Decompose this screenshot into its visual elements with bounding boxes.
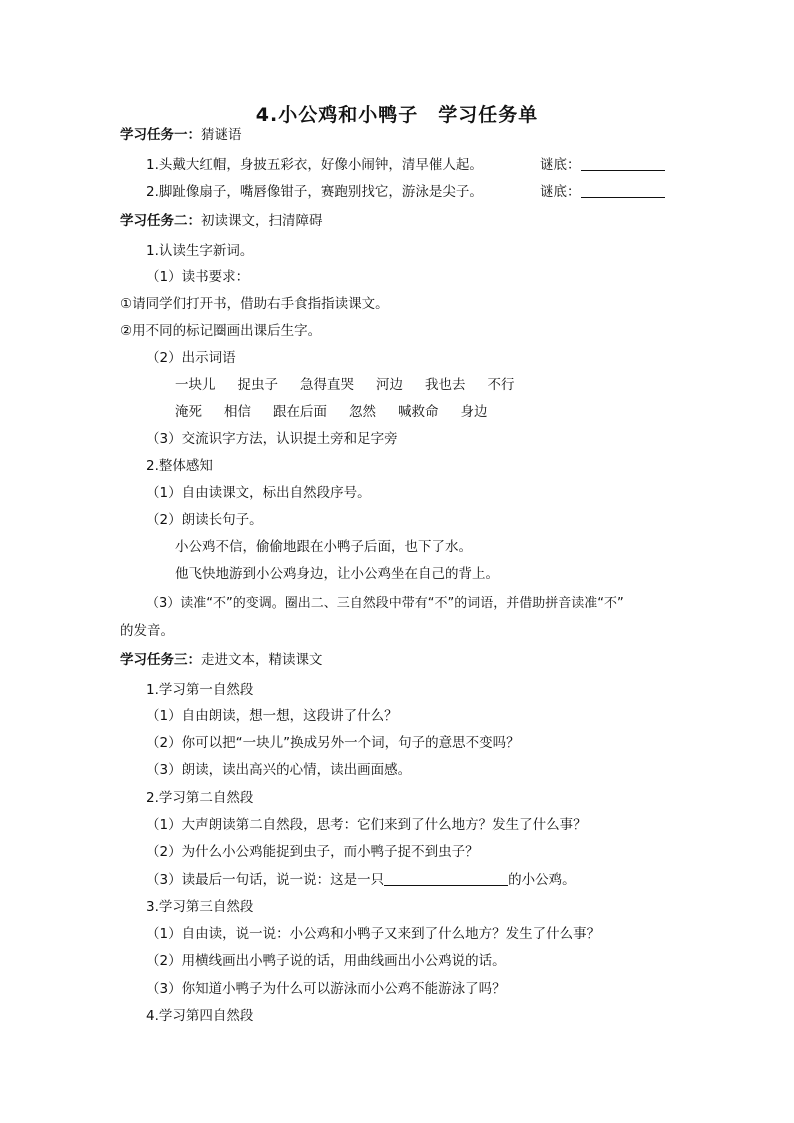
long-sentence: 小公鸡不信，偷偷地跟在小鸭子后面，也下了水。 bbox=[175, 539, 472, 555]
step-text: 的发音。 bbox=[120, 623, 174, 639]
word-list-row-1 bbox=[175, 376, 537, 394]
step-text: （1）自由朗读，想一想，这段讲了什么？ bbox=[146, 708, 398, 724]
word-item: 我也去 bbox=[425, 377, 466, 393]
task3-heading-label: 学习任务三： bbox=[120, 652, 201, 668]
word-item: 身边 bbox=[460, 404, 488, 420]
word-item: 忽然 bbox=[349, 404, 376, 420]
riddle-2-answer bbox=[540, 183, 665, 201]
step-text: （2）用横线画出小鸭子说的话，用曲线画出小公鸡说的话。 bbox=[146, 953, 506, 969]
step-text: （2）朗读长句子。 bbox=[146, 512, 263, 528]
word-item: 急得直哭 bbox=[300, 377, 354, 393]
riddle-2: 2.脚趾像扇子，嘴唇像钳子，赛跑别找它，游泳是尖子。 bbox=[146, 184, 483, 200]
long-sentence: 他飞快地游到小公鸡身边，让小公鸡坐在自己的背上。 bbox=[175, 566, 499, 582]
step-text: （1）读书要求： bbox=[146, 269, 250, 285]
task1-heading bbox=[120, 126, 242, 144]
answer-blank[interactable] bbox=[581, 156, 665, 171]
riddle-1-answer bbox=[540, 156, 665, 174]
answer-label: 谜底： bbox=[540, 184, 581, 200]
step-text: （3）你知道小鸭子为什么可以游泳而小公鸡不能游泳了吗？ bbox=[146, 981, 506, 997]
step-text: （2）出示词语 bbox=[146, 350, 236, 366]
step-text: （2）你可以把“一块儿”换成另外一个词，句子的意思不变吗？ bbox=[146, 735, 520, 751]
task2-heading-sub: 初读课文，扫清障碍 bbox=[201, 213, 323, 229]
step-text: ②用不同的标记圈画出课后生字。 bbox=[120, 323, 322, 339]
answer-blank[interactable] bbox=[581, 183, 665, 198]
step-text: 3.学习第三自然段 bbox=[146, 899, 254, 915]
word-item: 淹死 bbox=[175, 404, 202, 420]
task1-heading-label: 学习任务一： bbox=[120, 127, 201, 143]
word-item: 相信 bbox=[224, 404, 251, 420]
fill-in-before: （3）读最后一句话，说一说：这是一只 bbox=[146, 872, 385, 888]
step-text: 2.学习第二自然段 bbox=[146, 790, 254, 806]
fill-in-after: 的小公鸡。 bbox=[508, 872, 576, 888]
step-text: （2）为什么小公鸡能捉到虫子，而小鸭子捉不到虫子？ bbox=[146, 844, 479, 860]
step-text: 1.认读生字新词。 bbox=[146, 243, 254, 259]
word-item: 跟在后面 bbox=[273, 404, 327, 420]
word-list-row-2 bbox=[175, 403, 510, 421]
step-text: 2.整体感知 bbox=[146, 458, 213, 474]
task1-heading-sub: 猜谜语 bbox=[201, 127, 242, 143]
step-text: （1）自由读课文，标出自然段序号。 bbox=[146, 485, 371, 501]
word-item: 一块儿 bbox=[175, 377, 216, 393]
task2-heading-label: 学习任务二： bbox=[120, 213, 201, 229]
fill-in-sentence bbox=[146, 871, 576, 889]
step-text: 1.学习第一自然段 bbox=[146, 682, 254, 698]
page-title: 4.小公鸡和小鸭子 学习任务单 bbox=[255, 104, 539, 126]
step-text: （3）读准“不”的变调。圈出二、三自然段中带有“不”的词语，并借助拼音读准“不” bbox=[146, 596, 624, 611]
answer-label: 谜底： bbox=[540, 157, 581, 173]
word-item: 喊救命 bbox=[398, 404, 439, 420]
riddle-1: 1.头戴大红帽，身披五彩衣，好像小闹钟，清早催人起。 bbox=[146, 157, 483, 173]
step-text: （3）交流识字方法，认识提土旁和足字旁 bbox=[146, 431, 398, 447]
step-text: 4.学习第四自然段 bbox=[146, 1008, 254, 1024]
step-text: （3）朗读，读出高兴的心情，读出画面感。 bbox=[146, 762, 412, 778]
step-text: （1）大声朗读第二自然段，思考：它们来到了什么地方？发生了什么事？ bbox=[146, 817, 587, 833]
word-item: 捉虫子 bbox=[237, 377, 278, 393]
task3-heading-sub: 走进文本，精读课文 bbox=[201, 652, 323, 668]
step-text: （1）自由读，说一说：小公鸡和小鸭子又来到了什么地方？发生了什么事？ bbox=[146, 926, 601, 942]
task3-heading bbox=[120, 651, 323, 669]
fill-in-blank[interactable] bbox=[384, 871, 508, 886]
word-item: 不行 bbox=[487, 377, 515, 393]
word-item: 河边 bbox=[376, 377, 403, 393]
task2-heading bbox=[120, 212, 323, 230]
step-text: ①请同学们打开书，借助右手食指指读课文。 bbox=[120, 296, 389, 312]
